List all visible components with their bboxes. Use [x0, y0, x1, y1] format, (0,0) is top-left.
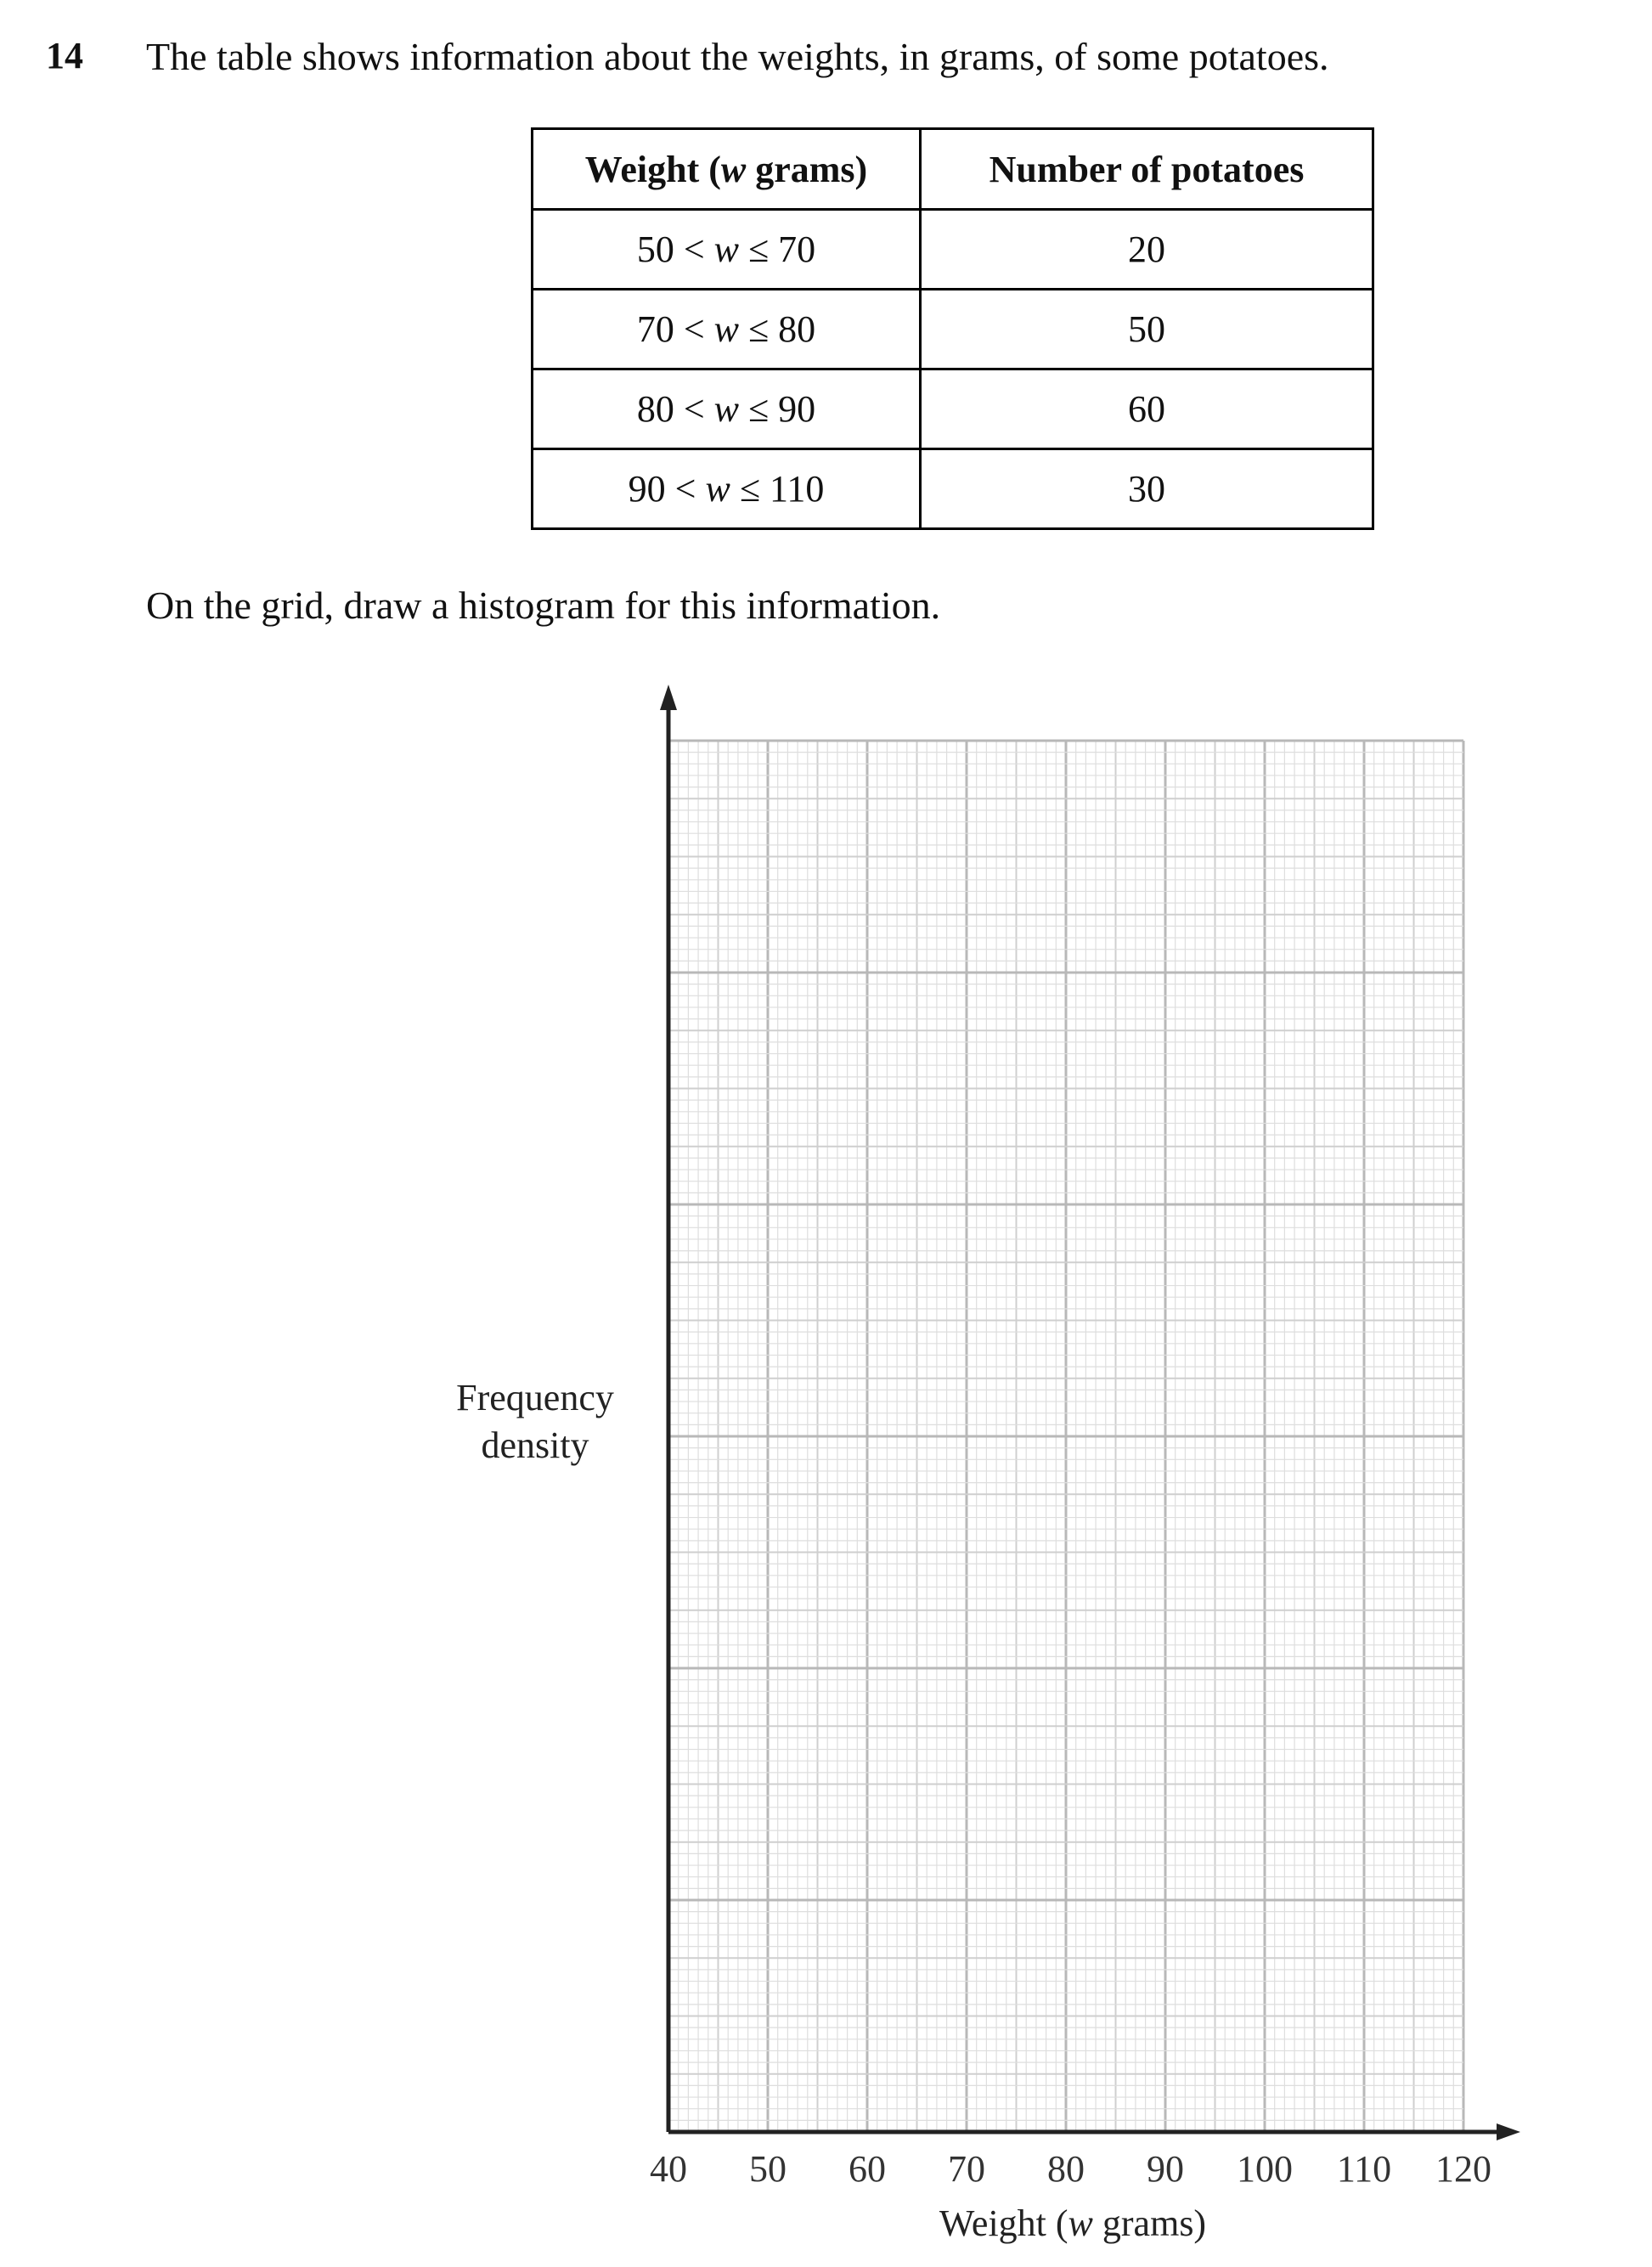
interval-variable: w — [705, 468, 730, 510]
y-axis-label-line1: Frequency — [456, 1377, 614, 1418]
count-cell: 50 — [921, 290, 1373, 369]
x-tick-label: 110 — [1336, 2148, 1392, 2190]
interval-low: 80 < — [636, 388, 714, 430]
interval-high: ≤ 90 — [739, 388, 816, 430]
question-number: 14 — [46, 35, 83, 76]
count-cell: 20 — [921, 210, 1373, 290]
x-tick-label: 70 — [948, 2148, 985, 2190]
x-tick-label: 120 — [1435, 2148, 1491, 2190]
interval-low: 50 < — [636, 228, 714, 270]
weight-header-post: grams) — [746, 148, 868, 190]
x-tick-label: 40 — [650, 2148, 687, 2190]
interval-variable: w — [713, 388, 740, 430]
instruction-text: On the grid, draw a histogram for this information. — [146, 584, 941, 627]
interval-high: ≤ 70 — [739, 228, 816, 270]
weight-header-var: w — [720, 148, 747, 190]
graph-paper — [668, 741, 1463, 2132]
x-tick-label: 60 — [849, 2148, 886, 2190]
interval-variable: w — [713, 308, 740, 350]
y-axis-arrow-icon — [660, 685, 677, 710]
count-column-header: Number of potatoes — [921, 129, 1373, 210]
count-cell: 60 — [921, 369, 1373, 449]
count-cell: 30 — [921, 449, 1373, 529]
x-tick-label: 90 — [1147, 2148, 1184, 2190]
question-stem: The table shows information about the weights, in grams, of some potatoes. — [146, 35, 1329, 78]
interval-high: ≤ 110 — [730, 468, 825, 510]
x-axis-label: Weight (w grams) — [939, 2202, 1207, 2244]
x-tick-labels — [650, 2148, 1491, 2190]
interval-low: 90 < — [628, 468, 706, 510]
x-tick-label: 100 — [1237, 2148, 1293, 2190]
interval-variable: w — [713, 228, 740, 270]
y-axis-label-line2: density — [481, 1424, 589, 1466]
weight-header-pre: Weight ( — [584, 148, 721, 190]
x-tick-label: 80 — [1047, 2148, 1085, 2190]
interval-low: 70 < — [636, 308, 714, 350]
x-axis-arrow-icon — [1497, 2123, 1520, 2140]
x-tick-label: 50 — [749, 2148, 787, 2190]
interval-high: ≤ 80 — [739, 308, 816, 350]
